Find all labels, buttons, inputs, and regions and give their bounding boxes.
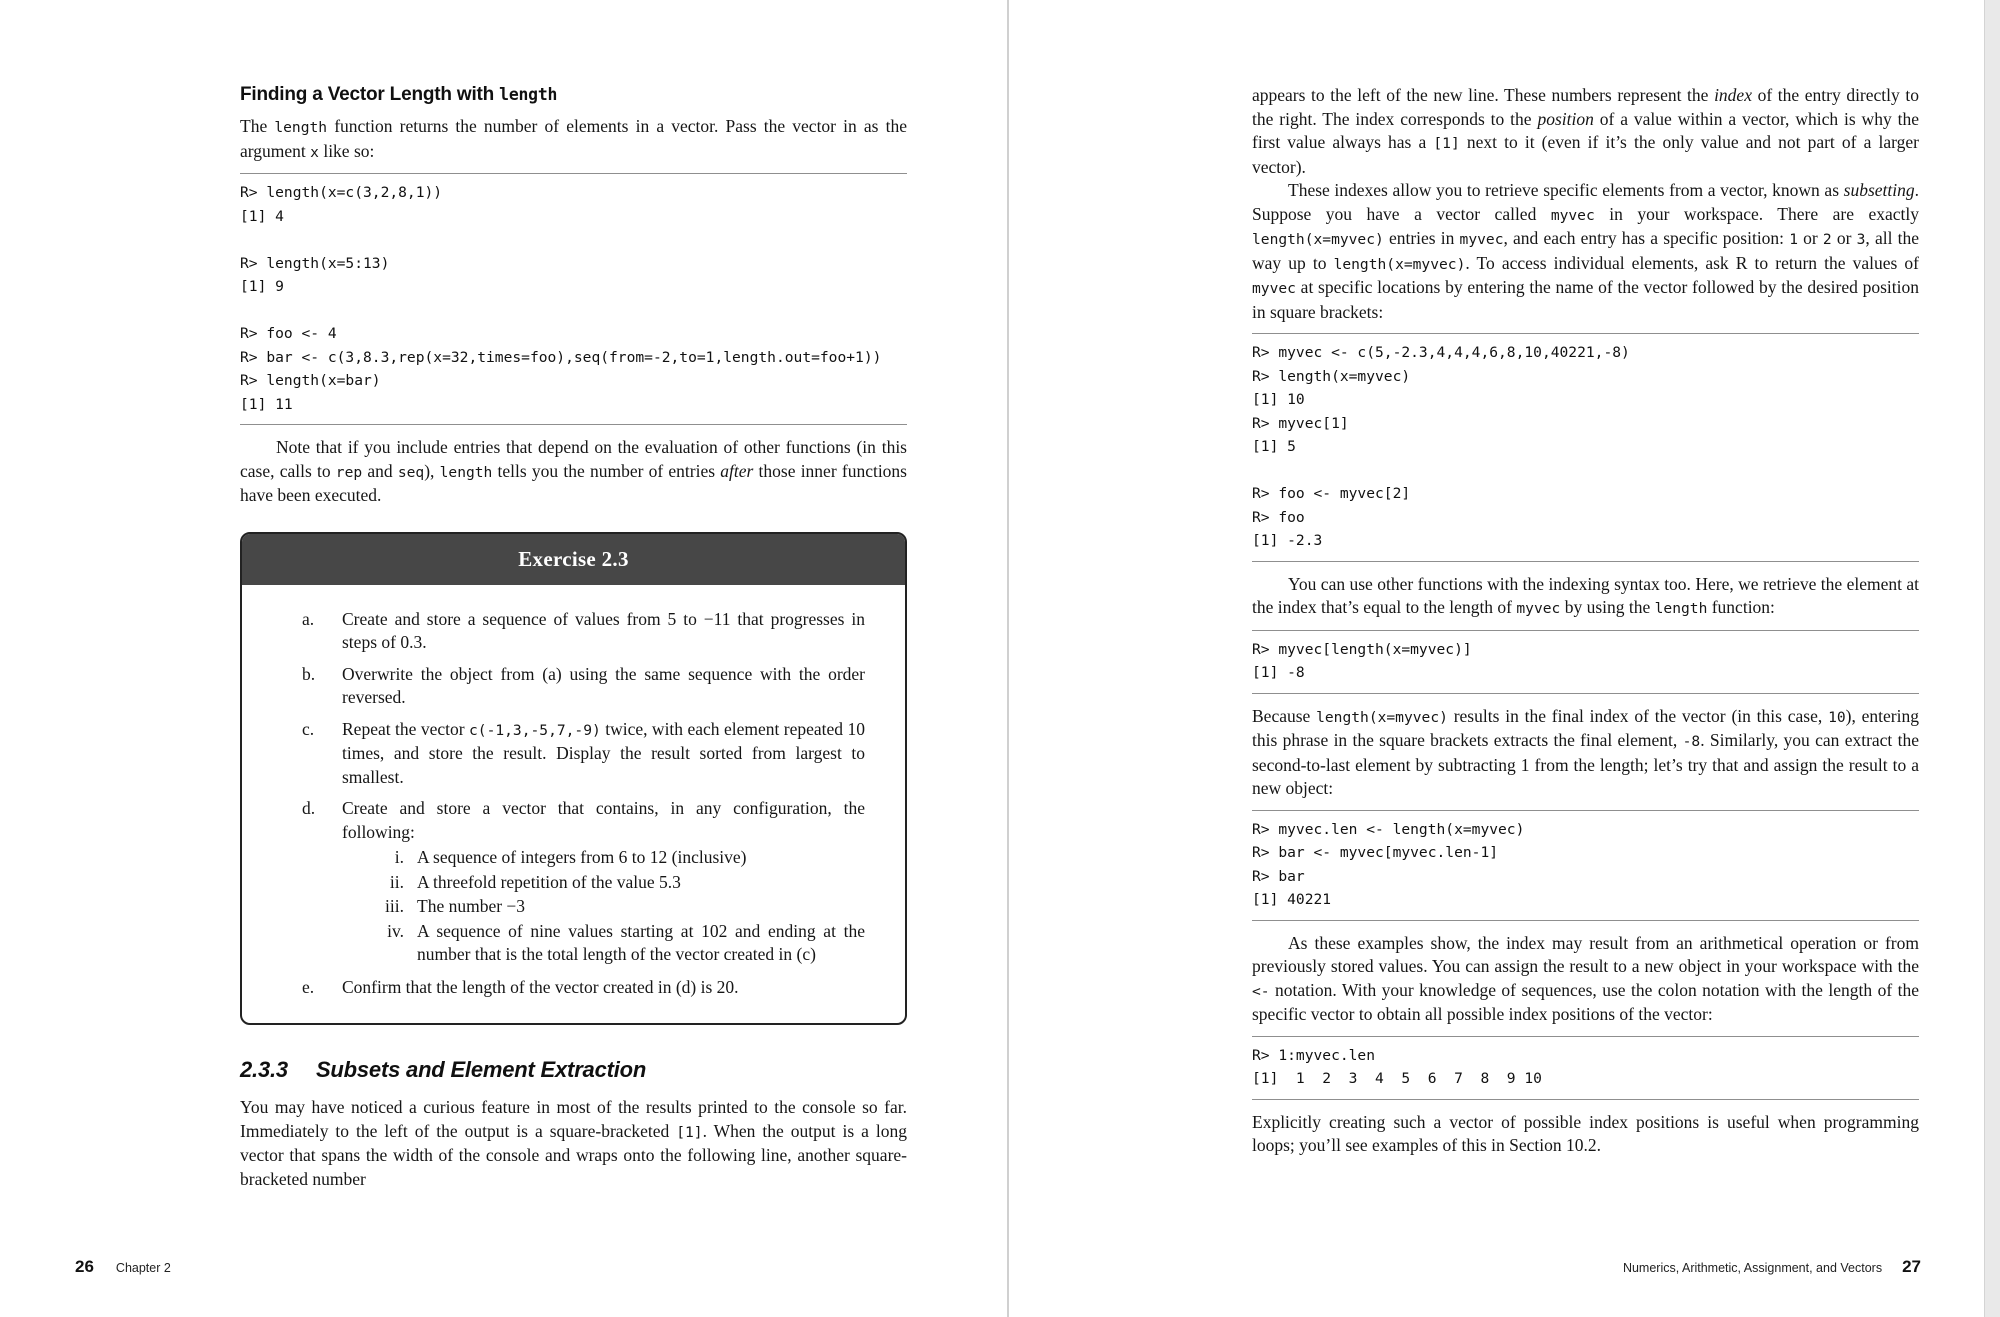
text-segment: . To access individual elements, ask R to return the values of [1465,252,1919,273]
text-segment: of the entry directly to the right. The index corresponds to the [1252,85,1919,129]
text-segment: subsetting [1843,180,1915,200]
code-block-length-examples [240,173,907,425]
text-segment: You may have noticed a curious feature in most of the results printed to the console so far. Immediately to the left of the output is a square-bracketed [240,1097,907,1141]
exercise-item-text [342,976,865,1000]
code-line: R> length(x=bar) [240,372,381,389]
note-paragraph [240,436,907,508]
exercise-subitem-ii [356,871,865,895]
text-segment: function returns the number of elements in a vector. Pass the vector in as the argument [240,116,907,161]
inline-code: rep [335,463,363,481]
text-segment: These indexes allow you to retrieve specific elements from a vector, known as [1288,180,1844,200]
inline-code: myvec [1459,231,1504,248]
text-segment: A sequence of nine values starting at 102 and ending at the number that is the total length of the vector created in (c) [417,920,865,964]
exercise-subitem-label: iii. [385,896,404,916]
inline-code: length(x=myvec) [1333,255,1466,273]
exercise-subitem-label: i. [394,847,404,867]
text-segment: index [1714,85,1752,105]
exercise-item-e [302,976,865,1000]
exercise-item-text [342,797,865,968]
footer-right [1623,1257,1921,1277]
text-segment: or [1831,228,1857,248]
code-line: [1] 11 [240,395,293,413]
inline-code: length [439,463,493,481]
text-segment: Finding a Vector Length with [240,84,500,105]
text-segment: A sequence of integers from 6 to 12 (inclusive) [417,847,747,867]
code-block-myvec-len [1252,810,1919,921]
exercise-subitem-text [417,871,865,895]
text-segment: Create and store a sequence of values from 5 to −11 that progresses in steps of 0.3. [342,608,865,652]
code-line: [1] 5 [1252,438,1296,455]
page-number-right: 27 [1902,1257,1921,1276]
inline-code: <- [1252,982,1270,1000]
code-line: R> bar <- myvec[myvec.len-1] [1252,844,1499,861]
inline-code: 3 [1856,231,1866,248]
code-block-colon-sequence [1252,1036,1919,1100]
inline-code: 10 [1828,708,1846,726]
text-segment: Confirm that the length of the vector created in (d) is 20. [342,976,739,997]
chapter-label: Chapter 2 [115,1261,171,1275]
text-segment: at specific locations by entering the name of the vector followed by the desired position in square brackets: [1252,277,1919,322]
footer-left [75,1257,171,1277]
text-segment: like so: [318,140,375,161]
inline-code: length [274,119,328,136]
text-segment: notation. With your knowledge of sequences, use the colon notation with the length of the specific vector to obtain all possible index positions of the vector: [1252,979,1919,1024]
text-segment: Overwrite the object from (a) using the same sequence with the order reversed. [342,663,865,707]
inline-code: length [1654,600,1708,617]
text-segment: or [1798,228,1823,248]
inline-code: 2 [1822,231,1832,248]
text-segment: appears to the left of the new line. These numbers represent the [1252,85,1715,105]
exercise-item-d-sublist [356,846,865,967]
exercise-item-b [302,663,865,710]
exercise-item-d-intro [342,797,865,844]
text-segment: in your workspace. There are exactly [1594,203,1919,224]
exercise-item-text [342,608,865,655]
code-line: R> myvec[length(x=myvec)] [1252,640,1472,658]
text-segment: . Similarly, you can extract the second-to-last element by subtracting 1 from the length; let’s try that and assign the result to a new object: [1252,730,1919,798]
inline-code: -8 [1682,733,1701,750]
intro-paragraph [240,115,907,164]
loops-paragraph [1252,1111,1919,1158]
inline-code: [1] [1433,135,1460,152]
code-block-length-index [1252,630,1919,694]
exercise-subitem-text [417,846,865,870]
inline-code: x [310,143,319,161]
text-segment: of a value within a vector, which is why the first value always has a [1252,108,1919,152]
subsets-paragraph [240,1096,907,1191]
exercise-item-a [302,608,865,655]
code-block-myvec [1252,333,1919,562]
text-segment: after [720,460,754,481]
inline-code: myvec [1516,600,1561,617]
subsetting-paragraph [1252,179,1919,324]
section-heading-subsets [240,1057,907,1083]
exercise-subitem-label: ii. [389,871,404,892]
code-line: [1] 9 [240,278,284,295]
text-segment: those inner functions have been executed. [240,460,907,505]
inline-code: myvec [1252,280,1296,297]
code-line: R> bar <- c(3,8.3,rep(x=32,times=foo),seq(from=-2,to=1,length.out=foo+1)) [240,348,882,366]
inline-code: length(x=myvec) [1316,708,1448,726]
text-segment: entries in [1383,228,1460,248]
text-segment: results in the final index of the vector (in this case, [1447,705,1829,726]
text-segment: Note that if you include entries that depend on the evaluation of other functions (in this case, calls to [240,437,907,481]
page-right-content [1252,84,1919,1158]
code-line: R> length(x=myvec) [1252,367,1411,385]
text-segment: position [1537,108,1594,129]
code-line: [1] 40221 [1252,891,1332,908]
exercise-item-text [342,718,865,790]
exercise-item-label: e. [302,976,315,997]
index-paragraph [1252,84,1919,179]
chapter-title-label: Numerics, Arithmetic, Assignment, and Vectors [1622,1261,1883,1275]
exercise-item-label: c. [302,718,315,739]
text-segment: function: [1707,597,1775,617]
code-line: R> length(x=c(3,2,8,1)) [240,184,443,201]
code-line: R> myvec.len <- length(x=myvec) [1252,820,1525,838]
text-segment: Repeat the vector [342,718,469,739]
inline-code: length [499,85,558,104]
exercise-body [242,585,905,1024]
text-segment: The [240,116,275,136]
inline-code: seq [397,463,425,481]
text-segment: twice, with each element repeated 10 times, and store the result. Display the result sorted from largest to smallest. [342,718,865,787]
text-segment: , and each entry has a specific position: [1503,228,1790,248]
section-title: Subsets and Element Extraction [315,1057,647,1082]
text-segment: , all the way up to [1252,228,1919,273]
exercise-subitem-text [417,895,865,919]
code-line [240,299,907,323]
inline-code: myvec [1550,206,1595,224]
final-index-paragraph [1252,705,1919,801]
text-segment: tells you the number of entries [492,460,721,481]
exercise-subitem-i [356,846,865,870]
exercise-box [240,532,907,1026]
code-line: [1] -2.3 [1252,532,1323,549]
code-line: [1] 10 [1252,391,1305,408]
inline-code: 1 [1789,231,1799,248]
inline-code: c(-1,3,-5,7,-9) [469,721,601,739]
code-line: [1] -8 [1252,664,1305,681]
code-line: R> bar [1252,867,1305,885]
text-segment: next to it (even if it’s the only value and not part of a larger vector). [1252,132,1919,177]
text-segment: A threefold repetition of the value 5.3 [417,871,681,892]
subheading-finding-vector-length [240,84,907,106]
text-segment: The number −3 [417,896,526,916]
exercise-subitem-iii [356,895,865,919]
exercise-item-d [302,797,865,968]
page-number-left: 26 [75,1257,94,1276]
exercise-item-c [302,718,865,790]
code-line: R> myvec[1] [1252,414,1349,432]
code-line: [1] 4 [240,207,284,225]
inline-code: [1] [676,1123,703,1141]
code-line: R> 1:myvec.len [1252,1046,1376,1064]
indexing-syntax-paragraph [1252,573,1919,621]
exercise-subitem-label: iv. [387,920,404,941]
text-segment: You can use other functions with the indexing syntax too. Here, we retrieve the element at the index that’s equal to the length of [1252,573,1919,617]
text-segment: ), [424,460,440,481]
section-number: 2.3.3 [240,1057,288,1082]
exercise-item-text [342,663,865,710]
code-line [1252,459,1919,483]
text-segment: . Suppose you have a vector called [1252,180,1919,224]
arithmetic-index-paragraph [1252,932,1919,1027]
code-line: R> length(x=5:13) [240,254,390,272]
exercise-item-label: b. [302,663,316,684]
code-line: [1] 1 2 3 4 5 6 7 8 9 10 [1252,1070,1542,1087]
code-line: R> foo <- myvec[2] [1252,485,1411,502]
page-right [1009,0,1985,1317]
exercise-subitem-text [417,920,865,967]
text-segment: by using the [1560,597,1655,617]
text-segment: . When the output is a long vector that spans the width of the console and wraps onto the following line, another square-bracketed number [240,1120,907,1189]
text-segment: Explicitly creating such a vector of possible index positions is useful when programming loops; you’ll see examples of this in Section 10.2. [1252,1111,1919,1155]
text-segment: and [362,460,398,481]
exercise-item-label: d. [302,798,316,818]
text-segment: Because [1252,705,1317,726]
viewer-edge-strip [1984,0,2000,1317]
code-line: R> foo [1252,508,1305,526]
code-line: R> foo <- 4 [240,325,337,342]
exercise-title: Exercise 2.3 [242,534,905,585]
text-segment: Create and store a vector that contains, in any configuration, the following: [342,798,865,842]
exercise-item-label: a. [302,608,315,629]
text-segment: As these examples show, the index may result from an arithmetical operation or from previously stored values. You can assign the result to a new object in your workspace with the [1252,932,1919,976]
code-line: R> myvec <- c(5,-2.3,4,4,4,6,8,10,40221,-8) [1252,344,1630,361]
inline-code: length(x=myvec) [1252,231,1384,248]
text-segment: ), entering this phrase in the square brackets extracts the final element, [1252,705,1919,750]
exercise-subitem-iv [356,920,865,967]
code-line [240,228,907,252]
page-left-content [240,84,907,1191]
